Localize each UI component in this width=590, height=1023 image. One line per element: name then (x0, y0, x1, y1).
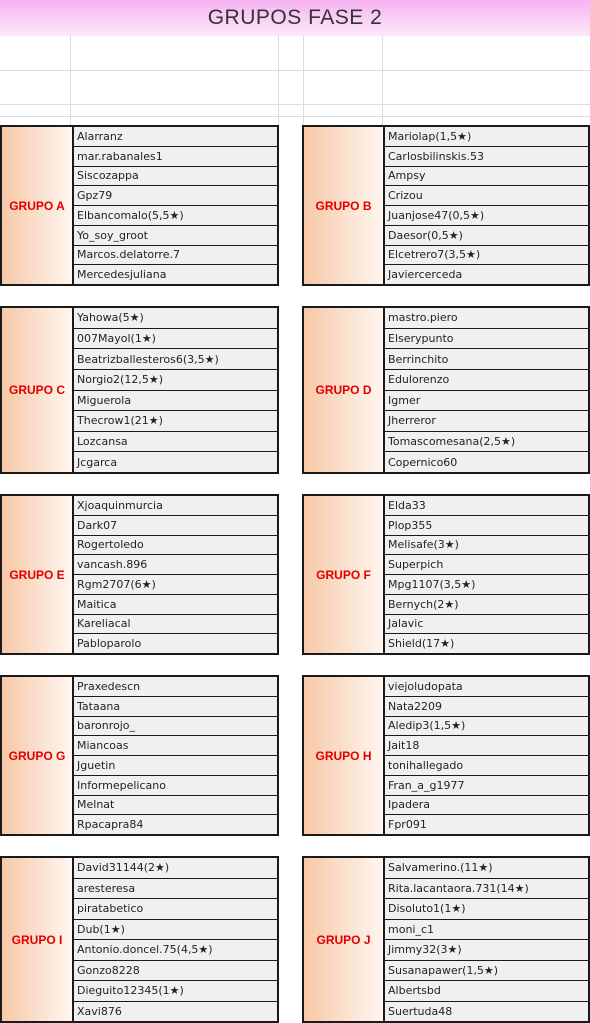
member-cell: Fran_a_g1977 (385, 776, 588, 796)
member-list (74, 677, 277, 834)
member-cell: Superpich (385, 555, 588, 575)
member-cell: Ipadera (385, 796, 588, 816)
member-cell: Dark07 (74, 516, 277, 536)
member-cell: mastro.piero (385, 308, 588, 329)
member-cell: 007Mayol(1★) (74, 329, 277, 350)
group-e (0, 494, 279, 655)
grid-line (278, 36, 279, 126)
group-label: GRUPO G (2, 677, 74, 834)
group-h (302, 675, 590, 836)
member-cell: Pabloparolo (74, 634, 277, 653)
member-cell: Rpacapra84 (74, 815, 277, 834)
group-f (302, 494, 590, 655)
member-cell: Juanjose47(0,5★) (385, 206, 588, 226)
group-label: GRUPO D (304, 308, 385, 472)
grid-line (70, 36, 71, 126)
member-cell: Yo_soy_groot (74, 226, 277, 246)
member-cell: David31144(2★) (74, 858, 277, 879)
member-cell: Tomascomesana(2,5★) (385, 432, 588, 453)
member-cell: Melnat (74, 796, 277, 816)
member-cell: Salvamerino.(11★) (385, 858, 588, 879)
member-cell: Tataana (74, 697, 277, 717)
member-cell: Praxedescn (74, 677, 277, 697)
member-cell: Crizou (385, 186, 588, 206)
member-cell: Jherreror (385, 411, 588, 432)
member-cell: Miguerola (74, 391, 277, 412)
group-label: GRUPO I (2, 858, 74, 1021)
member-cell: Edulorenzo (385, 370, 588, 391)
member-cell: Antonio.doncel.75(4,5★) (74, 940, 277, 961)
member-cell: Carlosbilinskis.53 (385, 147, 588, 167)
member-cell: Xavi876 (74, 1002, 277, 1022)
member-cell: Jalavic (385, 615, 588, 635)
group-label: GRUPO E (2, 496, 74, 653)
member-cell: Berrinchito (385, 349, 588, 370)
member-cell: Aledip3(1,5★) (385, 717, 588, 737)
member-cell: tonihallegado (385, 756, 588, 776)
member-cell: Fpr091 (385, 815, 588, 834)
member-cell: Bernych(2★) (385, 595, 588, 615)
group-label: GRUPO B (304, 127, 385, 284)
member-cell: aresteresa (74, 879, 277, 900)
grid-line (0, 104, 590, 105)
member-cell: Igmer (385, 391, 588, 412)
member-cell: Elda33 (385, 496, 588, 516)
member-cell: mar.rabanales1 (74, 147, 277, 167)
group-a (0, 125, 279, 286)
group-label: GRUPO C (2, 308, 74, 472)
member-cell: Suertuda48 (385, 1002, 588, 1022)
group-i (0, 856, 279, 1023)
member-cell: Marcos.delatorre.7 (74, 246, 277, 266)
member-cell: Beatrizballesteros6(3,5★) (74, 349, 277, 370)
member-cell: Miancoas (74, 736, 277, 756)
member-cell: Gonzo8228 (74, 961, 277, 982)
member-cell: Jguetin (74, 756, 277, 776)
member-cell: Javiercerceda (385, 265, 588, 284)
member-cell: Dieguito12345(1★) (74, 981, 277, 1002)
member-cell: Shield(17★) (385, 634, 588, 653)
member-cell: Informepelicano (74, 776, 277, 796)
member-list (74, 127, 277, 284)
member-cell: piratabetico (74, 899, 277, 920)
member-cell: Dub(1★) (74, 920, 277, 941)
member-cell: Yahowa(5★) (74, 308, 277, 329)
member-cell: Mpg1107(3,5★) (385, 575, 588, 595)
member-cell: Melisafe(3★) (385, 536, 588, 556)
member-cell: Alarranz (74, 127, 277, 147)
group-d (302, 306, 590, 474)
member-cell: Maitica (74, 595, 277, 615)
member-cell: viejoludopata (385, 677, 588, 697)
grid-line (303, 36, 304, 126)
member-cell: Susanapawer(1,5★) (385, 961, 588, 982)
member-list (74, 308, 277, 472)
member-cell: Albertsbd (385, 981, 588, 1002)
member-cell: Rita.lacantaora.731(14★) (385, 879, 588, 900)
group-b (302, 125, 590, 286)
member-cell: Xjoaquinmurcia (74, 496, 277, 516)
member-cell: Disoluto1(1★) (385, 899, 588, 920)
member-list (74, 496, 277, 653)
member-cell: Norgio2(12,5★) (74, 370, 277, 391)
member-cell: Lozcansa (74, 432, 277, 453)
member-cell: Jimmy32(3★) (385, 940, 588, 961)
member-cell: Mercedesjuliana (74, 265, 277, 284)
group-g (0, 675, 279, 836)
group-label: GRUPO A (2, 127, 74, 284)
member-cell: Siscozappa (74, 167, 277, 187)
group-j (302, 856, 590, 1023)
member-cell: Elserypunto (385, 329, 588, 350)
member-list (385, 308, 588, 472)
group-label: GRUPO F (304, 496, 385, 653)
grid-line (0, 70, 590, 71)
member-list (385, 677, 588, 834)
member-cell: Kareliacal (74, 615, 277, 635)
group-c (0, 306, 279, 474)
member-cell: Plop355 (385, 516, 588, 536)
grid-line (382, 36, 383, 126)
member-cell: Rgm2707(6★) (74, 575, 277, 595)
member-cell: Thecrow1(21★) (74, 411, 277, 432)
member-cell: vancash.896 (74, 555, 277, 575)
member-cell: Elbancomalo(5,5★) (74, 206, 277, 226)
member-list (385, 127, 588, 284)
member-cell: Jait18 (385, 736, 588, 756)
member-cell: Ampsy (385, 167, 588, 187)
member-list (74, 858, 277, 1021)
member-cell: Daesor(0,5★) (385, 226, 588, 246)
member-cell: Gpz79 (74, 186, 277, 206)
member-list (385, 496, 588, 653)
member-cell: moni_c1 (385, 920, 588, 941)
member-cell: Elcetrero7(3,5★) (385, 246, 588, 266)
group-label: GRUPO J (304, 858, 385, 1021)
member-cell: Jcgarca (74, 452, 277, 472)
page-title: GRUPOS FASE 2 (0, 0, 590, 36)
grid-line (0, 116, 590, 117)
member-cell: Copernico60 (385, 452, 588, 472)
member-cell: Nata2209 (385, 697, 588, 717)
member-cell: Mariolap(1,5★) (385, 127, 588, 147)
member-list (385, 858, 588, 1021)
member-cell: baronrojo_ (74, 717, 277, 737)
member-cell: Rogertoledo (74, 536, 277, 556)
group-label: GRUPO H (304, 677, 385, 834)
